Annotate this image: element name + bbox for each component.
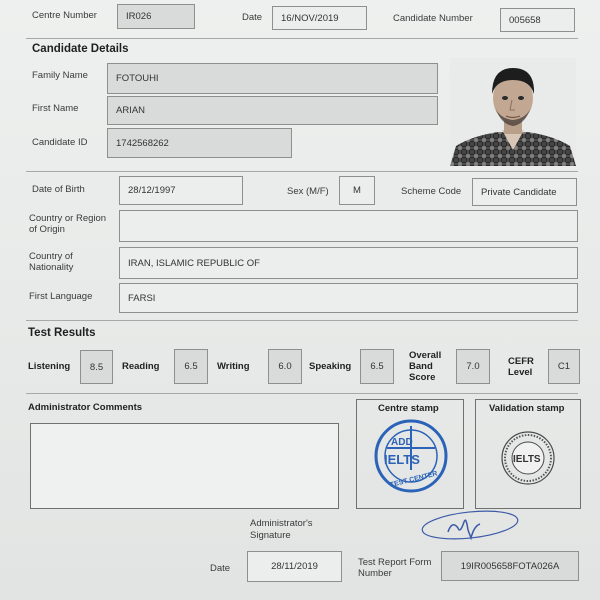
signature-graphic <box>418 508 522 546</box>
validation-stamp <box>500 430 556 486</box>
speaking-score: 6.5 <box>360 349 394 384</box>
sex-label: Sex (M/F) <box>287 186 329 197</box>
candidate-id-field: 1742568262 <box>107 128 292 158</box>
first-name-label: First Name <box>32 103 79 114</box>
candidate-number-field: 005658 <box>500 8 575 32</box>
centre-stamp-graphic <box>373 418 449 494</box>
country-origin-label-line2: of Origin <box>29 224 65 235</box>
trf-number-field: 19IR005658FOTA026A <box>441 551 579 581</box>
listening-label: Listening <box>28 361 71 372</box>
country-nationality-field: IRAN, ISLAMIC REPUBLIC OF <box>119 247 578 279</box>
centre-stamp-word-ielts: IELTS <box>384 452 420 467</box>
validation-stamp-word-ielts: IELTS <box>513 454 541 465</box>
divider <box>26 320 578 321</box>
dob-label: Date of Birth <box>32 184 85 195</box>
first-name-field: ARIAN <box>107 96 438 125</box>
centre-stamp-word-test-center: TEST CENTER <box>389 470 439 490</box>
admin-signature-label-line1: Administrator's <box>250 518 313 529</box>
candidate-id-label: Candidate ID <box>32 137 88 148</box>
test-results-title: Test Results <box>28 327 96 339</box>
administrator-signature <box>418 508 522 546</box>
cefr-level: C1 <box>548 349 580 384</box>
first-language-field: FARSI <box>119 283 578 313</box>
admin-comments-label: Administrator Comments <box>28 402 143 413</box>
country-origin-field <box>119 210 578 242</box>
divider <box>26 393 578 394</box>
centre-stamp-label: Centre stamp <box>378 403 439 414</box>
dob-field: 28/12/1997 <box>119 176 243 205</box>
sex-field: M <box>339 176 375 205</box>
overall-band-score: 7.0 <box>456 349 490 384</box>
candidate-photo <box>450 58 576 166</box>
reading-label: Reading <box>122 361 160 372</box>
date-label: Date <box>242 12 263 23</box>
overall-label-line1: Overall <box>409 350 442 361</box>
admin-comments-box <box>30 423 339 509</box>
divider <box>26 38 578 39</box>
family-name-field: FOTOUHI <box>107 63 438 94</box>
admin-signature-label-line2: Signature <box>250 530 291 541</box>
footer-date-field: 28/11/2019 <box>247 551 342 582</box>
candidate-number-label: Candidate Number <box>393 13 473 24</box>
candidate-details-title: Candidate Details <box>32 43 129 55</box>
trf-label-line2: Number <box>358 568 392 579</box>
validation-stamp-label: Validation stamp <box>489 403 565 414</box>
centre-stamp-word-add: ADD <box>391 437 413 448</box>
overall-label-line3: Score <box>409 372 436 383</box>
centre-number-label: Centre Number <box>32 10 97 21</box>
writing-label: Writing <box>217 361 250 372</box>
country-origin-label-line1: Country or Region <box>29 213 107 224</box>
country-nationality-label-line2: Nationality <box>29 262 74 273</box>
scheme-code-field: Private Candidate <box>472 178 577 206</box>
validation-stamp-graphic <box>500 430 556 486</box>
family-name-label: Family Name <box>32 70 88 81</box>
date-field: 16/NOV/2019 <box>272 6 367 30</box>
overall-label-line2: Band <box>409 361 433 372</box>
speaking-label: Speaking <box>309 361 352 372</box>
country-nationality-label-line1: Country of <box>29 251 73 262</box>
centre-stamp <box>373 418 449 494</box>
cefr-label-line1: CEFR <box>508 356 534 367</box>
reading-score: 6.5 <box>174 349 208 384</box>
centre-number-field: IR026 <box>117 4 195 29</box>
writing-score: 6.0 <box>268 349 302 384</box>
footer-date-label: Date <box>210 563 231 574</box>
scheme-code-label: Scheme Code <box>401 186 462 197</box>
candidate-photo-image <box>450 58 576 166</box>
listening-score: 8.5 <box>80 350 113 384</box>
trf-label-line1: Test Report Form <box>358 557 432 568</box>
first-language-label: First Language <box>29 291 93 302</box>
divider <box>26 171 578 172</box>
cefr-label-line2: Level <box>508 367 533 378</box>
